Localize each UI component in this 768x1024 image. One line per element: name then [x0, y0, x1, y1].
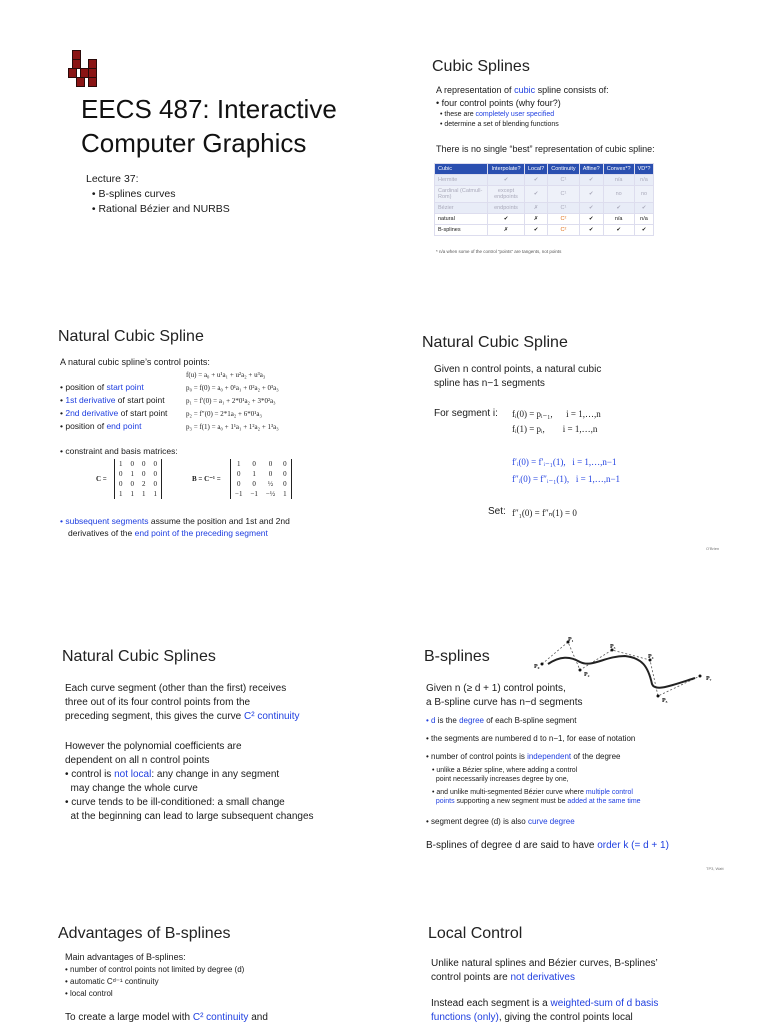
equation: p₂ = f″(0) = 2*1a₂ + 6*0¹a₃ — [186, 410, 262, 418]
text: Instead each segment is a — [431, 998, 551, 1009]
text-highlight: points — [432, 798, 455, 805]
table-cell: ✔ — [634, 203, 654, 214]
text: • and unlike multi-segmented Bézier curve where — [432, 789, 586, 796]
table-row — [435, 186, 654, 203]
matrix-cell: 0 — [153, 470, 157, 478]
table-cell: n/a — [634, 214, 654, 225]
equation: p₃ = f(1) = a₀ + 1¹a₁ + 1²a₂ + 1³a₃ — [186, 423, 279, 431]
advantages-intro: Main advantages of B-splines: — [65, 952, 186, 962]
matrix-cell: 0 — [153, 460, 157, 468]
constraint-text: • constraint and basis matrices: — [60, 446, 178, 456]
table-cell: no — [634, 186, 654, 203]
advantage-bullet: • local control — [65, 989, 113, 998]
paragraph-line — [65, 710, 300, 723]
table-cell: ✔ — [634, 225, 654, 236]
table-cell: C² — [548, 225, 579, 236]
text-highlight: start point — [106, 382, 144, 392]
table-cell: ✔ — [579, 214, 603, 225]
table-cell: no — [603, 186, 634, 203]
table-header: VD*? — [634, 164, 654, 175]
table-cell: ✔ — [525, 186, 548, 203]
slide-title-natural-cubic-splines: Natural Cubic Splines — [62, 648, 216, 665]
table-cell: endpoints — [488, 203, 525, 214]
table-cell: ✔ — [603, 225, 634, 236]
segment-equation-1: fᵢ(0) = pᵢ₋₁, i = 1,…,n — [512, 409, 601, 419]
text-highlight: independent — [527, 752, 572, 761]
text-highlight: weighted-sum of d basis — [550, 998, 659, 1009]
text: assume the position and 1st and 2nd — [148, 516, 290, 526]
table-cell: ✗ — [525, 203, 548, 214]
table-header-row — [435, 164, 654, 175]
text: of the degree — [571, 752, 621, 761]
control-point-item — [60, 407, 167, 419]
table-cell: C¹ — [548, 186, 579, 203]
matrix-cell: 1 — [252, 470, 256, 478]
slide-title-cubic-splines: Cubic Splines — [432, 58, 530, 75]
text: preceding segment, this gives the curve — [65, 711, 244, 722]
table-cell: ✗ — [525, 214, 548, 225]
matrix-cell: 2 — [142, 480, 146, 488]
table-row — [435, 225, 654, 236]
point-label: P₄ — [648, 654, 654, 660]
table-cell: ✔ — [525, 175, 548, 186]
matrix-cell: 0 — [268, 470, 273, 478]
text-highlight: C² continuity — [243, 711, 300, 722]
text: spline consists of: — [535, 85, 609, 95]
table-row — [435, 214, 654, 225]
matrix-cell: 0 — [236, 470, 241, 478]
text-highlight: end point of the preceding segment — [134, 528, 268, 538]
table-header: Continuity — [548, 164, 579, 175]
bullet-text: Rational Bézier and NURBS — [98, 203, 230, 215]
text-highlight: not derivatives — [510, 972, 575, 983]
slide-title-b-splines: B-splines — [424, 648, 490, 665]
title-line-1: EECS 487: Interactive — [81, 94, 337, 124]
text: : any change in any segment — [151, 769, 280, 780]
matrix-row — [231, 469, 292, 479]
point-label: P₁ — [568, 637, 574, 643]
text-highlight: functions (only) — [431, 1012, 499, 1023]
text-highlight: degree — [459, 716, 484, 725]
table-header: Convex*? — [603, 164, 634, 175]
lecture-bullet-1: • B-splines curves — [86, 188, 176, 200]
no-best-text: There is no single “best” representation of cubic spline: — [436, 144, 655, 154]
paragraph-line: However the polynomial coefficients are — [65, 741, 242, 752]
matrix-cell: 1 — [153, 490, 157, 498]
text: and — [248, 1012, 268, 1023]
cubic-sub-1 — [440, 110, 554, 119]
text: To create a large model with — [65, 1012, 193, 1023]
text: • these are — [440, 111, 476, 118]
table-cell: ✔ — [525, 225, 548, 236]
title-line-2: Computer Graphics — [81, 128, 307, 158]
text-highlight: order k (= d + 1) — [597, 840, 669, 851]
cubic-bullet-1: • four control points (why four?) — [436, 98, 561, 108]
point-label: P₇ — [706, 676, 712, 682]
table-cell: n/a — [634, 175, 654, 186]
matrix-c-table — [114, 459, 162, 499]
lecture-label: Lecture 37: — [86, 173, 139, 185]
text: • position of — [60, 421, 107, 431]
matrix-row — [231, 459, 292, 469]
local-control-line — [431, 1012, 633, 1024]
page-title — [81, 92, 337, 160]
matrix-c-label: C = — [96, 475, 107, 483]
matrix-cell: −1 — [250, 490, 258, 498]
table-cell: natural — [435, 214, 488, 225]
sub-bullet — [432, 788, 633, 797]
matrix-cell: 0 — [236, 480, 241, 488]
text-highlight: multiple control — [585, 789, 633, 796]
text: • control is — [65, 769, 115, 780]
text: • position of — [60, 382, 107, 392]
matrix-cell: 0 — [142, 470, 146, 478]
text: of start point — [115, 395, 165, 405]
table-cell: ✔ — [579, 225, 603, 236]
matrix-cell: 0 — [283, 470, 287, 478]
matrix-c — [114, 459, 162, 499]
paragraph-line: at the beginning can lead to large subsequent changes — [65, 811, 314, 822]
matrix-row — [115, 459, 162, 469]
matrix-cell: 0 — [252, 460, 256, 468]
table-cell: C¹ — [548, 203, 579, 214]
bullet-text: B-splines curves — [98, 188, 176, 200]
text-highlight: completely user specified — [475, 111, 555, 118]
matrix-row — [115, 479, 162, 489]
spline-curve — [548, 656, 695, 688]
segment-equation-3: f′ᵢ(0) = f′ᵢ₋₁(1), i = 1,…,n−1 — [512, 457, 617, 467]
text-highlight: not local — [114, 769, 152, 780]
control-point-marker — [657, 695, 660, 698]
text: • — [60, 408, 66, 418]
table-cell: n/a — [603, 214, 634, 225]
matrix-cell: 1 — [119, 460, 123, 468]
table-cell: except endpoints — [488, 186, 525, 203]
table-cell: C² — [548, 214, 579, 225]
matrix-cell: 0 — [119, 480, 123, 488]
bullet-curve-degree — [426, 816, 575, 828]
equation-f: f(u) = a₀ + u¹a₁ + u²a₂ + u³a₃ — [186, 371, 266, 379]
segment-equation-2: fᵢ(1) = pᵢ, i = 1,…,n — [512, 424, 598, 434]
paragraph-line — [65, 768, 279, 781]
advantages-text — [65, 1012, 268, 1024]
paragraph-line: dependent on all n control points — [65, 755, 210, 766]
matrix-row — [231, 479, 292, 489]
paragraph-line: Each curve segment (other than the first) receives — [65, 683, 287, 694]
slide-title-advantages: Advantages of B-splines — [58, 925, 231, 942]
table-header: Cubic — [435, 164, 488, 175]
table-cell: B-splines — [435, 225, 488, 236]
table-cell: ✔ — [579, 186, 603, 203]
subsequent-segments-text-2 — [68, 527, 268, 539]
matrix-cell: 1 — [283, 490, 287, 498]
text-highlight: C² continuity — [192, 1012, 249, 1023]
matrix-cell: ½ — [267, 480, 274, 488]
text: • number of control points is — [426, 752, 528, 761]
matrix-cell: 1 — [236, 460, 241, 468]
matrix-cell: −½ — [265, 490, 276, 498]
set-label: Set: — [488, 506, 506, 517]
bullet-degree — [426, 715, 576, 727]
sub-bullet: • unlike a Bézier spline, where adding a control — [432, 767, 578, 774]
matrix-b-label: B = C⁻¹ = — [192, 475, 221, 483]
point-label: P₃ — [610, 644, 616, 650]
table-cell: ✔ — [579, 203, 603, 214]
text: control points are — [431, 972, 511, 983]
control-point-marker — [699, 675, 702, 678]
slide-title — [0, 40, 384, 330]
table-cell: Cardinal (Catmull-Rom) — [435, 186, 488, 203]
table-cell: Hermite — [435, 175, 488, 186]
matrix-cell: −1 — [235, 490, 243, 498]
cubic-sub-2: • determine a set of blending functions — [440, 121, 559, 128]
text-highlight: • subsequent segments — [60, 516, 149, 526]
table-cell: n/a — [603, 175, 634, 186]
matrix-row — [115, 469, 162, 479]
matrix-row — [231, 489, 292, 499]
for-segment-label: For segment i: — [434, 408, 498, 419]
matrix-cell: 1 — [130, 490, 134, 498]
table-cell: ✔ — [603, 203, 634, 214]
text: is the — [435, 716, 460, 725]
table-cell: C¹ — [548, 175, 579, 186]
matrix-cell: 0 — [252, 480, 256, 488]
matrix-cell: 0 — [130, 480, 134, 488]
matrix-b-table — [230, 459, 292, 499]
segment-equation-4: f″ᵢ(0) = f″ᵢ₋₁(1), i = 1,…,n−1 — [512, 474, 621, 484]
table-header: Interpolate? — [488, 164, 525, 175]
advantage-bullet: • number of control points not limited by degree (d) — [65, 965, 245, 974]
control-point-item — [60, 381, 144, 393]
table-cell: ✔ — [488, 214, 525, 225]
point-label: P₂ — [584, 672, 590, 678]
matrix-cell: 0 — [153, 480, 157, 488]
table-cell: ✔ — [488, 175, 525, 186]
text: , giving the control points local — [498, 1012, 633, 1023]
table-footnote: * n/a when some of the control “points” are tangents, not points — [436, 249, 562, 254]
paragraph-line: • curve tends to be ill-conditioned: a small change — [65, 797, 285, 808]
text: supporting a new segment must be — [454, 798, 568, 805]
matrix-cell: 0 — [142, 460, 146, 468]
local-control-line — [431, 972, 575, 984]
text: of each B-spline segment — [483, 716, 577, 725]
lecture-info — [86, 172, 230, 217]
matrix-cell: 0 — [130, 460, 134, 468]
credit-text: TP3, Watt — [706, 866, 724, 871]
lecture-bullet-2: • Rational Bézier and NURBS — [86, 203, 230, 215]
slide-title-natural-cubic-spline: Natural Cubic Spline — [58, 328, 204, 345]
bullet-numbering: • the segments are numbered d to n−1, for ease of notation — [426, 734, 636, 743]
given-n-text: Given n control points, a natural cubic — [434, 364, 602, 375]
cubic-intro — [436, 84, 609, 96]
local-control-line — [431, 998, 658, 1010]
control-point-marker — [579, 669, 582, 672]
paragraph-line: three out of its four control points from the — [65, 697, 251, 708]
text-highlight: end point — [106, 421, 142, 431]
text: B-splines of degree d are said to have — [426, 840, 598, 851]
bullet-independent — [426, 751, 621, 763]
text-highlight: added at the same time — [567, 798, 641, 805]
matrix-cell: 1 — [142, 490, 146, 498]
paragraph-line: may change the whole curve — [65, 783, 198, 794]
text: of start point — [118, 408, 168, 418]
credit-text: O'Brien — [706, 546, 720, 551]
sub-bullet: point necessarily increases degree by one, — [432, 776, 569, 783]
control-point-marker — [541, 663, 544, 666]
table-cell: Bézier — [435, 203, 488, 214]
equation: p₁ = f′(0) = a₁ + 2*0¹a₂ + 3*0²a₃ — [186, 397, 276, 405]
text: • segment degree (d) is also — [426, 817, 528, 826]
text: • — [60, 395, 66, 405]
matrix-cell: 0 — [283, 460, 287, 468]
control-point-item — [60, 420, 141, 432]
matrix-cell: 1 — [130, 470, 134, 478]
given-points-text: Given n (≥ d + 1) control points, — [426, 683, 566, 694]
set-equation: f″₁(0) = f″ₙ(1) = 0 — [512, 508, 577, 518]
spline-comparison-table — [434, 163, 654, 236]
text-highlight: • d — [426, 716, 436, 725]
table-cell: ✗ — [488, 225, 525, 236]
sub-bullet — [432, 797, 641, 806]
matrix-cell: 0 — [119, 470, 123, 478]
table-row — [435, 175, 654, 186]
control-point-item — [60, 394, 165, 406]
point-label: P₅ — [662, 698, 668, 704]
table-header: Local? — [525, 164, 548, 175]
slide-title-local-control: Local Control — [428, 925, 523, 942]
subsequent-segments-text — [60, 515, 290, 527]
equation: p₀ = f(0) = a₀ + 0¹a₁ + 0²a₂ + 0³a₃ — [186, 384, 279, 392]
matrix-row — [115, 489, 162, 499]
order-text — [426, 840, 669, 852]
segments-text: a B-spline curve has n−d segments — [426, 697, 583, 708]
slide-title-natural-cubic-spline-2: Natural Cubic Spline — [422, 334, 568, 351]
table-row — [435, 203, 654, 214]
text-highlight: 1st derivative — [65, 395, 116, 405]
matrix-cell: 1 — [119, 490, 123, 498]
matrix-cell: 0 — [268, 460, 273, 468]
table-cell: ✔ — [579, 175, 603, 186]
natural-intro: A natural cubic spline’s control points: — [60, 357, 210, 367]
local-control-line: Unlike natural splines and Bézier curves, B-splines’ — [431, 958, 658, 969]
text: derivatives of the — [68, 528, 135, 538]
segments-text: spline has n−1 segments — [434, 378, 545, 389]
table-header: Affine? — [579, 164, 603, 175]
matrix-b — [230, 459, 292, 499]
text-highlight: cubic — [514, 85, 536, 95]
point-label: P₀ — [534, 664, 540, 670]
text-highlight: curve degree — [527, 817, 575, 826]
matrix-cell: 0 — [283, 480, 287, 488]
text: A representation of — [436, 85, 515, 95]
text-highlight: 2nd derivative — [65, 408, 119, 418]
university-logo-icon — [68, 50, 100, 86]
advantage-bullet: • automatic Cᵈ⁻¹ continuity — [65, 977, 159, 986]
